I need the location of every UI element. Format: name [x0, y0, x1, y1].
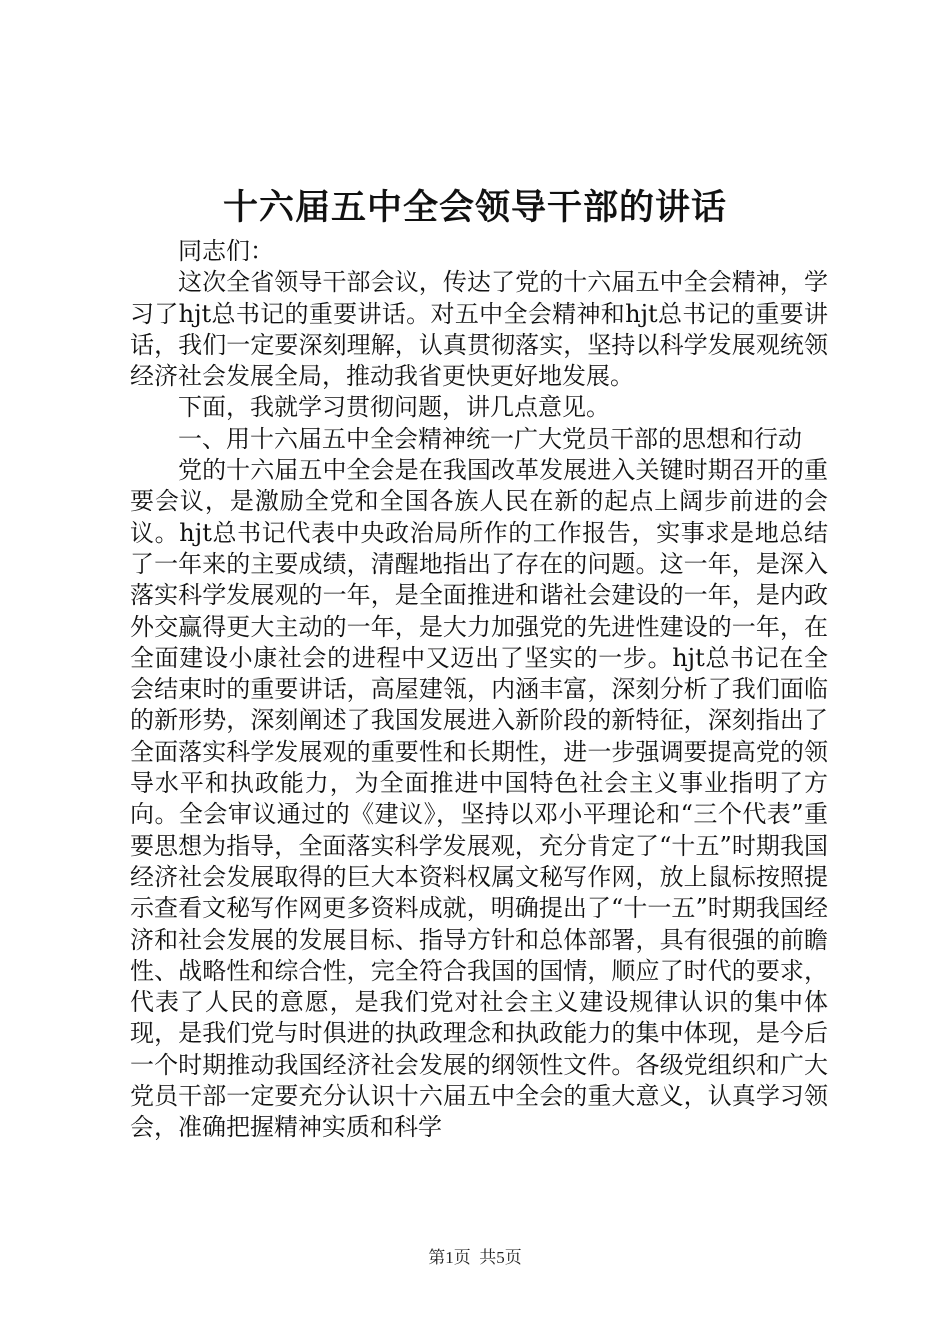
document-body — [130, 236, 828, 1144]
paragraph-body: 党的十六届五中全会是在我国改革发展进入关键时期召开的重要会议，是激励全党和全国各族人民在新的起点上阔步前进的会议。hjt总书记代表中央政治局所作的工作报告，实事求是地总结了一年来的主要成绩，清醒地指出了存在的问题。这一年，是深入落实科学发展观的一年，是全面推进和谐社会建设的一年，是内政外交赢得更大主动的一年，是大力加强党的先进性建设的一年，在全面建设小康社会的进程中又迈出了坚实的一步。hjt总书记在全会结束时的重要讲话，高屋建瓴，内涵丰富，深刻分析了我们面临的新形势，深刻阐述了我国发展进入新阶段的新特征，深刻指出了全面落实科学发展观的重要性和长期性，进一步强调要提高党的领导水平和执政能力，为全面推进中国特色社会主义事业指明了方向。全会审议通过的《建议》，坚持以邓小平理论和“三个代表”重要思想为指导，全面落实科学发展观，充分肯定了“十五”时期我国经济社会发展取得的巨大本资料权属文秘写作网，放上鼠标按照提示查看文秘写作网更多资料成就，明确提出了“十一五”时期我国经济和社会发展的发展目标、指导方针和总体部署，具有很强的前瞻性、战略性和综合性，完全符合我国的国情，顺应了时代的要求，代表了人民的意愿，是我们党对社会主义建设规律认识的集中体现，是我们党与时俱进的执政理念和执政能力的集中体现，是今后一个时期推动我国经济社会发展的纲领性文件。各级党组织和广大党员干部一定要充分认识十六届五中全会的重大意义，认真学习领会，准确把握精神实质和科学 — [130, 456, 828, 1142]
salutation: 同志们： — [178, 237, 274, 265]
section-heading-1: 一、用十六届五中全会精神统一广大党员干部的思想和行动 — [178, 424, 802, 453]
page-total: 共5页 — [479, 1248, 522, 1267]
paragraph-intro: 这次全省领导干部会议，传达了党的十六届五中全会精神，学习了hjt总书记的重要讲话。对五中全会精神和hjt总书记的重要讲话，我们一定要深刻理解，认真贯彻落实，坚持以科学发展观统领经济社会发展全局，推动我省更快更好地发展。 — [130, 268, 828, 391]
paragraph-outline: 下面，我就学习贯彻问题，讲几点意见。 — [178, 393, 610, 422]
page-title: 十六届五中全会领导干部的讲话 — [222, 187, 727, 228]
page-number: 第1页 — [428, 1248, 471, 1267]
page-footer — [0, 1243, 950, 1268]
